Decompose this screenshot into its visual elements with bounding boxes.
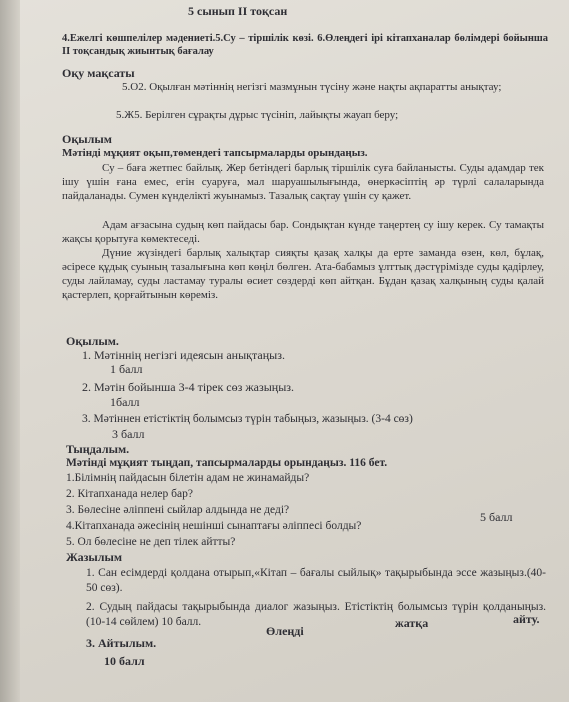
listening-question: 5. Ол бөлесіне не деп тілек айтты?	[66, 536, 236, 548]
speaking-score: 10 балл	[104, 654, 145, 668]
writing-item: 1. Сан есімдерді қолдана отырып,«Кітап – бағалы сыйлық» тақырыбында эссе жазыңыз.(40-50 сөз).	[86, 567, 546, 594]
listening-heading: Тыңдалым.	[66, 442, 130, 456]
listening-question: 4.Кітапханада әжесінің нешінші сынаптағы әліппесі болды?	[66, 520, 362, 532]
speaking-label: 3. Айтылым.	[86, 636, 157, 650]
reading-tasks-heading: Оқылым.	[66, 334, 119, 348]
reading-task-item: 2. Мәтін бойынша 3-4 тірек сөз жазыңыз.	[82, 380, 295, 394]
writing-heading: Жазылым	[66, 550, 123, 564]
lesson-number: 5 сынып II тоқсан	[188, 4, 288, 18]
reading-paragraph: Адам ағзасына судың көп пайдасы бар. Сондықтан күнде таңертең су ішу керек. Су тамақты жақсы қорытуға көмектеседі.	[62, 219, 544, 245]
goal-heading: Оқу мақсаты	[62, 66, 135, 80]
reading-paragraph: Дүние жүзіндегі барлық халықтар сияқты қазақ халқы да ерте заманда өзен, көл, бұлақ, әсіресе құдық суының тазалығына көп көңіл бөлген. Ата-бабамыз ұлттық дәстүрімізде суды қадірлеу, суды лайламау, суды ластамау туралы өсиет сөздерді көп айтқан. Бұдан қазақ халқының суды қалай қастерлеп, қорғайтынын көреміз.	[62, 247, 544, 301]
listening-question: 2. Кітапханада нелер бар?	[66, 488, 193, 500]
listening-task: Мәтінді мұқият тыңдап, тапсырмаларды орындаңыз. 116 бет.	[66, 457, 388, 469]
reading-heading: Оқылым	[62, 132, 112, 146]
speaking-option: Өлеңді	[266, 624, 304, 638]
speaking-option: жатқа	[395, 616, 429, 630]
task-score: 1 балл	[110, 362, 143, 376]
listening-score: 5 балл	[480, 510, 513, 524]
listening-question: 1.Білімнің пайдасын білетін адам не жинамайды?	[66, 472, 310, 484]
task-score: 3 балл	[112, 427, 145, 441]
listening-question: 3. Бөлесіне әліппені сыйлар алдында не деді?	[66, 504, 290, 516]
reading-task-item: 3. Мәтіннен етістіктің болымсыз түрін табыңыз, жазыңыз. (3-4 сөз)	[82, 413, 413, 425]
reading-paragraph: Су – баға жетпес байлық. Жер бетіндегі барлық тіршілік суға байланысты. Суды адамдар тек ішу үшін ғана емес, егін суаруға, мал шаруашылығында, өнеркәсіптің әр түрлі салаларында пайдаланады. Сумен күнделікті жуынамыз. Тазалық сақтау үшін су қажет.	[62, 162, 544, 202]
speaking-option: айту.	[513, 612, 540, 626]
reading-task: Мәтінді мұқият оқып,төмендегі тапсырмаларды орындаңыз.	[62, 147, 368, 159]
goal-item: 5.О2. Оқылған мәтіннің негізгі мазмұнын түсіну және нақты ақпаратты анықтау;	[122, 81, 502, 93]
task-score: 1балл	[110, 395, 140, 409]
goal-item: 5.Ж5. Берілген сұрақты дұрыс түсініп, лайықты жауап беру;	[116, 109, 399, 121]
lesson-topic: 4.Ежелгі көшпелілер мәдениеті.5.Су – тіршілік көзі. 6.Өлеңдегі ірі кітапханалар бөлімдері бойынша II тоқсандық жиынтық бағалау	[62, 33, 548, 57]
writing-item: 2. Судың пайдасы тақырыбында диалог жазыңыз. Етістіктің болымсыз түрін қолданыңыз.(10-14 сөйлем) 10 балл.	[86, 601, 546, 628]
reading-task-item: 1. Мәтіннің негізгі идеясын анықтаңыз.	[82, 348, 285, 362]
